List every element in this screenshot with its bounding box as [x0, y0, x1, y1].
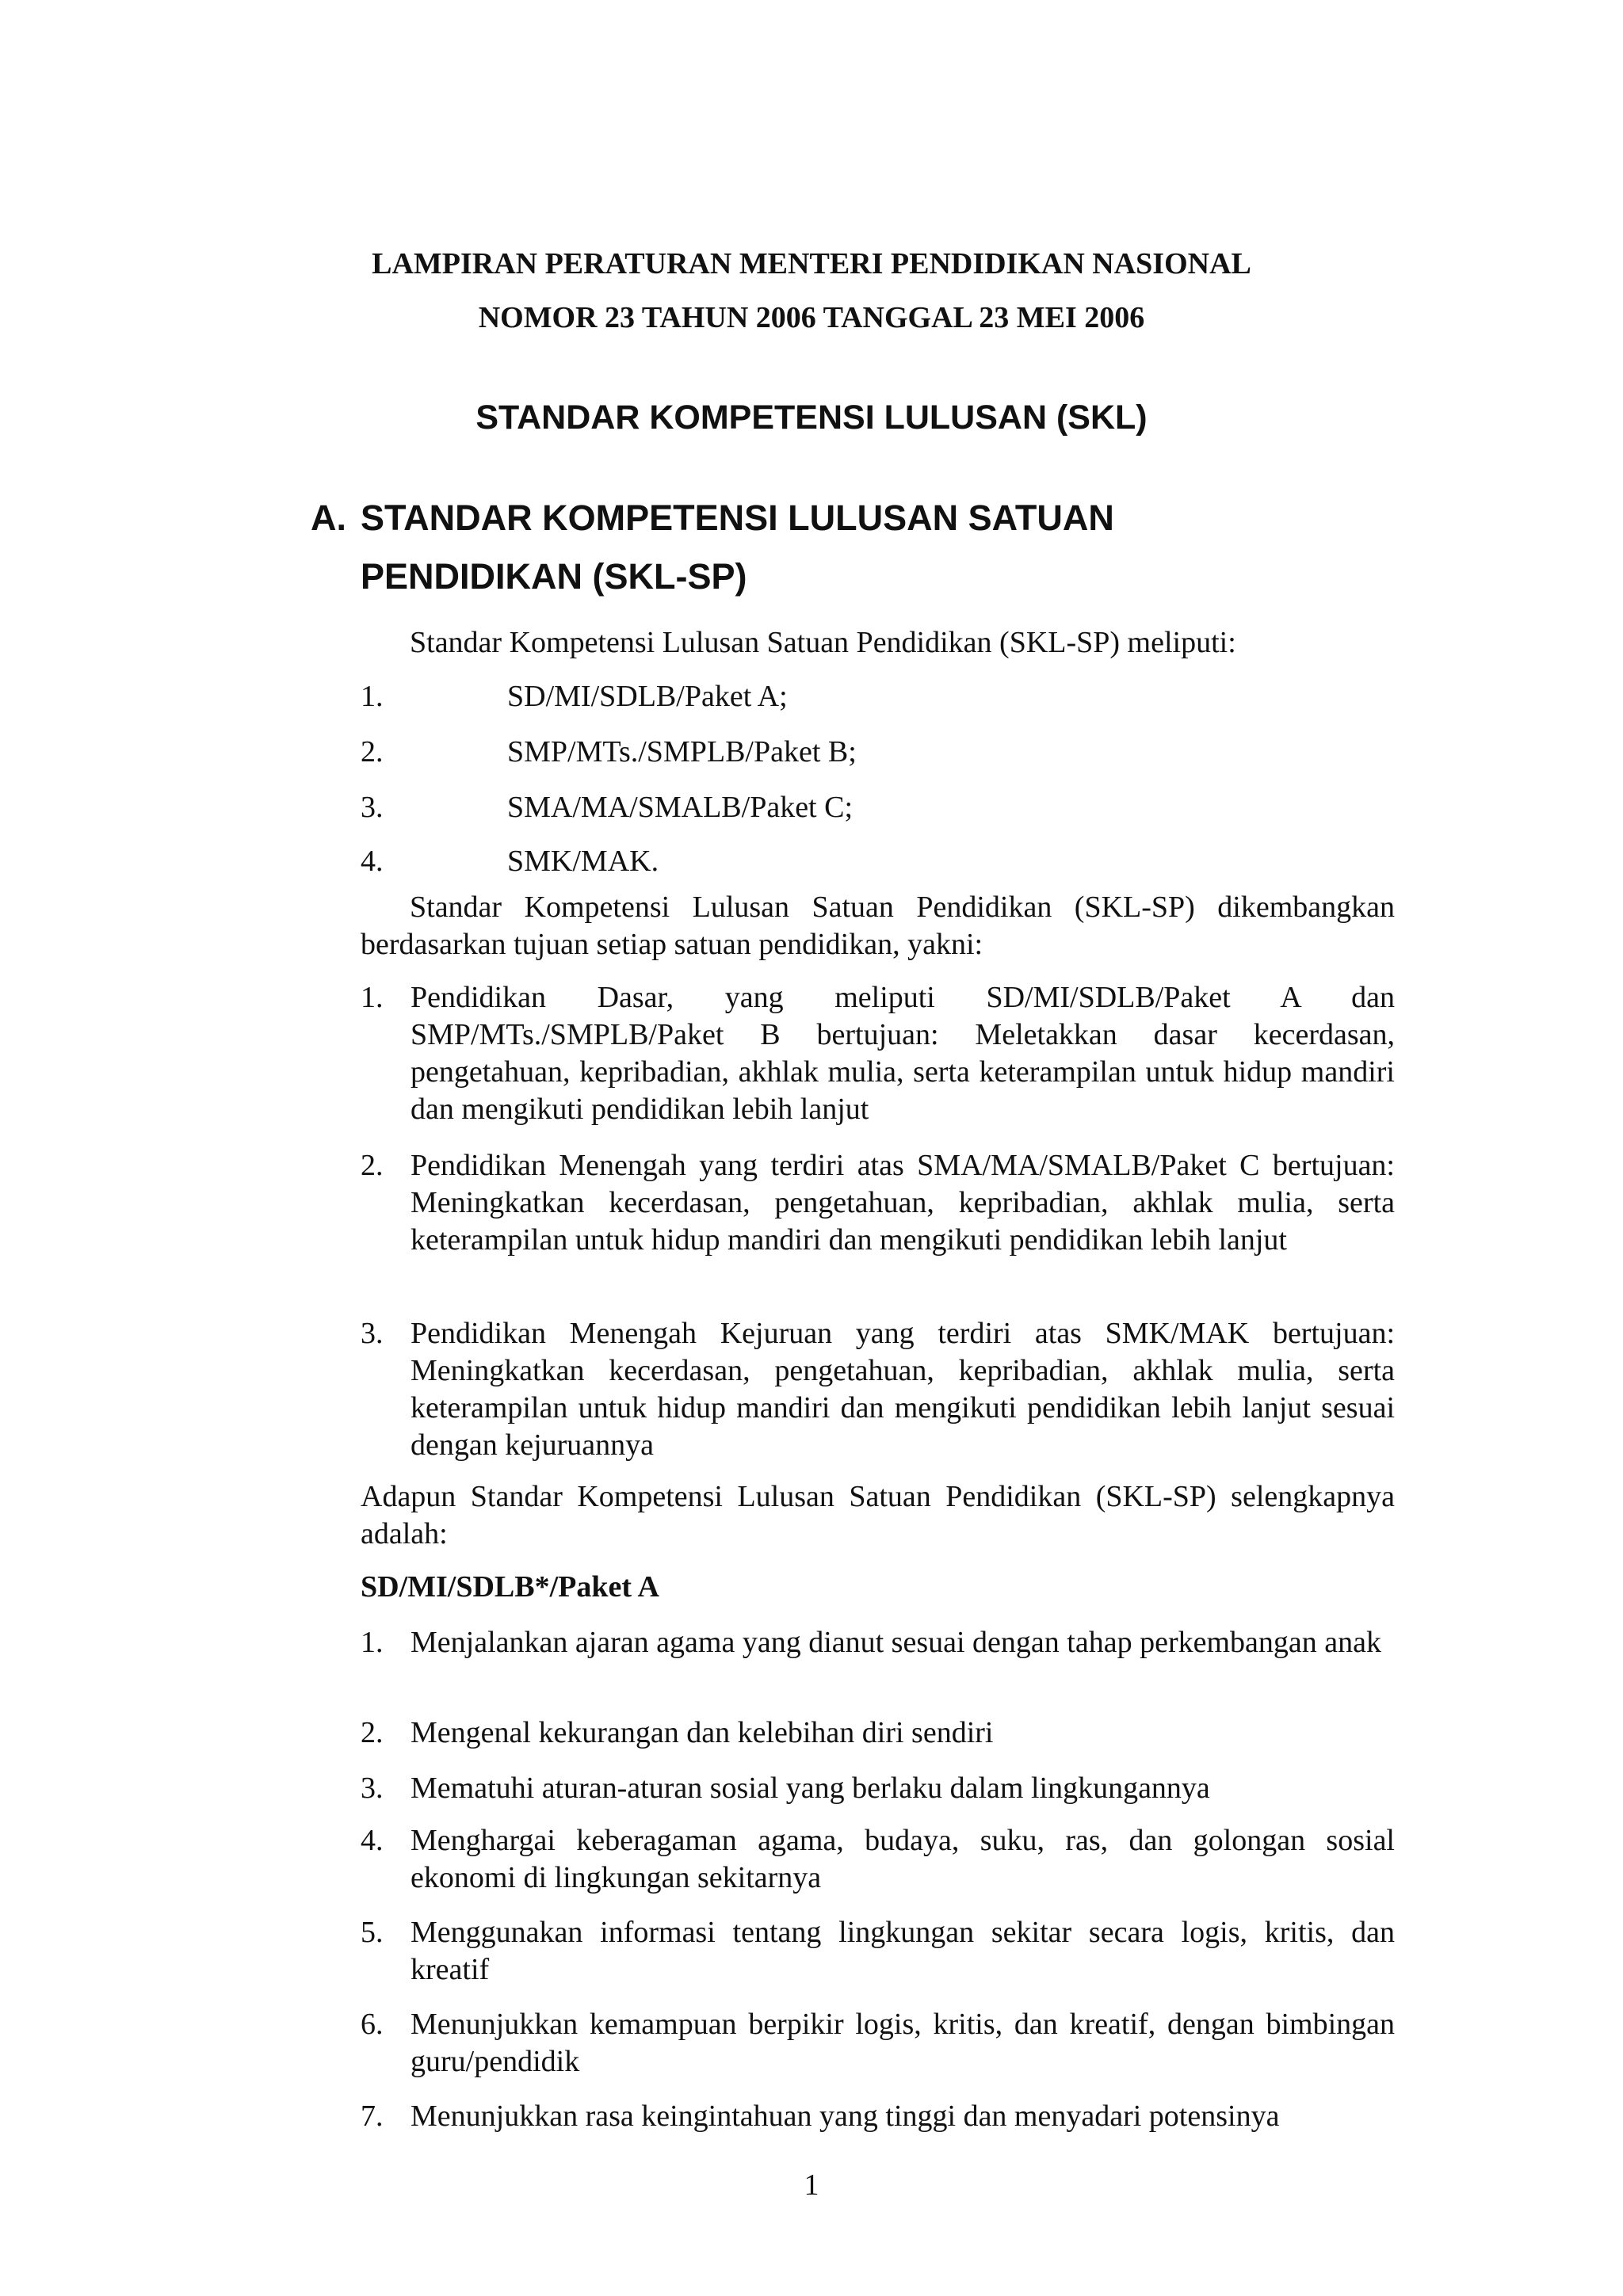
unit-1-number: 1. [361, 680, 384, 713]
goal-item [361, 1147, 1395, 1259]
sd-item-number: 2. [361, 1716, 384, 1749]
sd-item-text: Menunjukkan rasa keingintahuan yang tinggi dan menyadari potensinya [411, 2100, 1280, 2133]
goal-number: 1. [361, 981, 384, 1014]
sd-item-text: Menunjukkan kemampuan berpikir logis, kritis, dan kreatif, dengan bimbingan guru/pendidik [411, 2008, 1395, 2078]
intro-line: Standar Kompetensi Lulusan Satuan Pendidikan (SKL-SP) meliputi: [410, 626, 1236, 659]
sd-list-item [361, 2006, 1395, 2081]
sd-list-item [361, 1770, 1395, 1807]
section-a-heading-line-2: PENDIDIKAN (SKL-SP) [361, 556, 747, 597]
unit-4-number: 4. [361, 845, 384, 878]
sd-item-number: 7. [361, 2100, 384, 2133]
goal-number: 2. [361, 1149, 384, 1182]
sd-heading: SD/MI/SDLB*/Paket A [361, 1570, 659, 1604]
goal-item [361, 979, 1395, 1128]
unit-4-text: SMK/MAK. [507, 845, 659, 878]
goal-text: Pendidikan Menengah yang terdiri atas SMA/MA/SMALB/Paket C bertujuan: Meningkatkan kecerdasan, pengetahuan, kepribadian, akhlak mulia, serta keterampilan untuk hidup mandiri dan mengikuti pendidikan lebih lanjut [411, 1149, 1395, 1257]
header-line-2: NOMOR 23 TAHUN 2006 TANGGAL 23 MEI 2006 [478, 301, 1145, 334]
goal-item [361, 1315, 1395, 1464]
sd-list-item [361, 1822, 1395, 1897]
section-a-label: A. [311, 498, 346, 538]
sd-item-number: 1. [361, 1626, 384, 1659]
sd-list-item [361, 1714, 1395, 1752]
unit-2-number: 2. [361, 735, 384, 769]
unit-3-number: 3. [361, 791, 384, 824]
development-paragraph: Standar Kompetensi Lulusan Satuan Pendidikan (SKL-SP) dikembangkan berdasarkan tujuan setiap satuan pendidikan, yakni: [361, 891, 1395, 961]
adapun-paragraph: Adapun Standar Kompetensi Lulusan Satuan Pendidikan (SKL-SP) selengkapnya adalah: [361, 1480, 1395, 1550]
sd-item-text: Mengenal kekurangan dan kelebihan diri sendiri [411, 1716, 994, 1749]
header-line-1: LAMPIRAN PERATURAN MENTERI PENDIDIKAN NASIONAL [372, 247, 1251, 280]
page-number: 1 [804, 2168, 819, 2202]
goal-number: 3. [361, 1317, 384, 1350]
section-a-heading-line-1: STANDAR KOMPETENSI LULUSAN SATUAN [361, 498, 1114, 538]
sd-list-item [361, 1914, 1395, 1989]
sd-item-number: 3. [361, 1772, 384, 1805]
sd-item-text: Mematuhi aturan-aturan sosial yang berlaku dalam lingkungannya [411, 1772, 1210, 1805]
unit-1-text: SD/MI/SDLB/Paket A; [507, 680, 788, 713]
unit-3-text: SMA/MA/SMALB/Paket C; [507, 791, 854, 824]
sd-list-item [361, 1624, 1395, 1661]
goal-text: Pendidikan Menengah Kejuruan yang terdiri atas SMK/MAK bertujuan: Meningkatkan kecerdasan, pengetahuan, kepribadian, akhlak mulia, serta keterampilan untuk hidup mandiri dan mengikuti pendidikan lebih lanjut sesuai dengan kejuruannya [411, 1317, 1395, 1462]
sd-item-number: 6. [361, 2008, 384, 2041]
sd-item-text: Menggunakan informasi tentang lingkungan sekitar secara logis, kritis, dan kreatif [411, 1916, 1395, 1986]
document-title: STANDAR KOMPETENSI LULUSAN (SKL) [475, 399, 1148, 437]
goal-text: Pendidikan Dasar, yang meliputi SD/MI/SDLB/Paket A dan SMP/MTs./SMPLB/Paket B bertujuan: Meletakkan dasar kecerdasan, pengetahuan, kepribadian, akhlak mulia, serta keterampilan untuk hidup mandiri dan mengikuti pendidikan lebih lanjut [411, 981, 1395, 1126]
sd-item-number: 4. [361, 1824, 384, 1857]
sd-item-number: 5. [361, 1916, 384, 1949]
sd-item-text: Menjalankan ajaran agama yang dianut sesuai dengan tahap perkembangan anak [411, 1626, 1381, 1659]
unit-2-text: SMP/MTs./SMPLB/Paket B; [507, 735, 857, 769]
sd-item-text: Menghargai keberagaman agama, budaya, suku, ras, dan golongan sosial ekonomi di lingkungan sekitarnya [411, 1824, 1395, 1894]
sd-list-item [361, 2098, 1395, 2135]
